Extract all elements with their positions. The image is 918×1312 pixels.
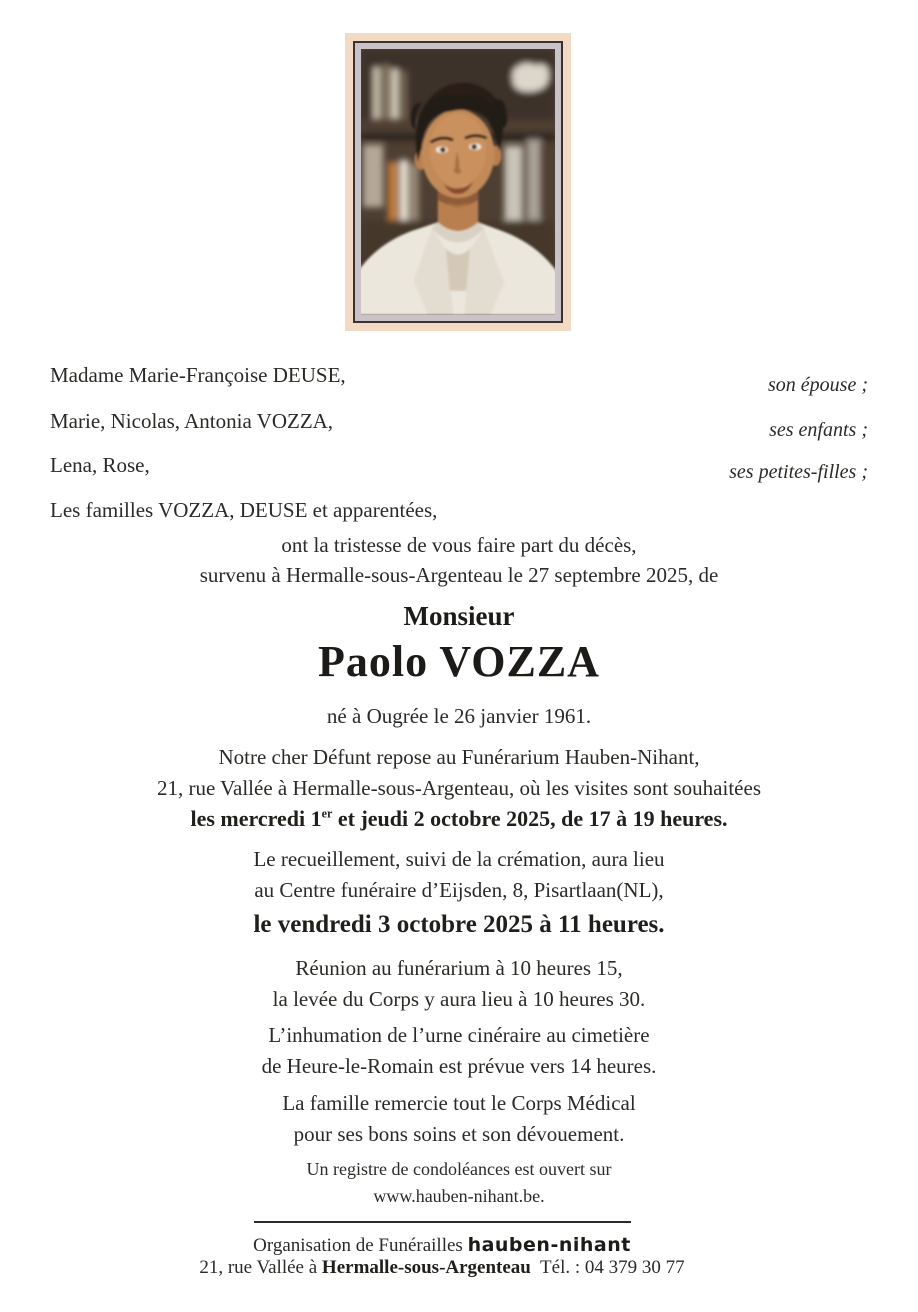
deceased-title: Monsieur bbox=[403, 601, 515, 631]
family-name: Marie, Nicolas, Antonia VOZZA, bbox=[50, 409, 334, 433]
footer-divider bbox=[254, 1221, 631, 1223]
ceremony-line1: Le recueillement, suivi de la crémation, aura lieu bbox=[253, 847, 665, 871]
burial-line2: de Heure-le-Romain est prévue vers 14 heures. bbox=[261, 1054, 657, 1078]
announcement-intro-line2: survenu à Hermalle-sous-Argenteau le 27 septembre 2025, de bbox=[199, 563, 719, 587]
portrait-photo-matte bbox=[353, 41, 563, 323]
family-relation: ses enfants ; bbox=[769, 419, 868, 441]
funeral-home-logo: hauben-nihant bbox=[467, 1234, 631, 1256]
footer-phone: Tél. : 04 379 30 77 bbox=[530, 1257, 685, 1278]
condolences-website: www.hauben-nihant.be. bbox=[373, 1186, 545, 1206]
portrait-photo-frame bbox=[345, 33, 571, 331]
family-relation: son épouse ; bbox=[768, 374, 868, 396]
thanks-line1: La famille remercie tout le Corps Médical bbox=[282, 1091, 636, 1115]
portrait-photo bbox=[361, 49, 555, 315]
birth-line: né à Ougrée le 26 janvier 1961. bbox=[326, 704, 592, 728]
meeting-line2: la levée du Corps y aura lieu à 10 heures 30. bbox=[272, 987, 646, 1011]
thanks-line2: pour ses bons soins et son dévouement. bbox=[293, 1122, 625, 1146]
family-relation: ses petites-filles ; bbox=[729, 461, 868, 483]
footer-address-city: Hermalle-sous-Argenteau bbox=[321, 1257, 531, 1278]
family-name: Lena, Rose, bbox=[50, 453, 150, 477]
schedule-ordinal-sup: er bbox=[321, 806, 333, 821]
visitation-line1: Notre cher Défunt repose au Funérarium Hauben-Nihant, bbox=[218, 745, 700, 769]
footer-address-prefix: 21, rue Vallée à bbox=[199, 1257, 322, 1278]
footer-address-line bbox=[0, 1257, 901, 1279]
footer-organisation-text: Organisation de Funérailles bbox=[253, 1235, 468, 1256]
condolences-line1: Un registre de condoléances est ouvert sur bbox=[306, 1159, 612, 1179]
announcement-intro-line1: ont la tristesse de vous faire part du décès, bbox=[281, 533, 637, 557]
deceased-name: Paolo VOZZA bbox=[318, 637, 600, 686]
footer-organisation-line bbox=[0, 1234, 901, 1257]
burial-line1: L’inhumation de l’urne cinéraire au cimetière bbox=[268, 1023, 650, 1047]
schedule-prefix: les mercredi 1 bbox=[190, 806, 322, 831]
meeting-line1: Réunion au funérarium à 10 heures 15, bbox=[295, 956, 623, 980]
family-name: Madame Marie-Françoise DEUSE, bbox=[50, 363, 346, 387]
visitation-line2: 21, rue Vallée à Hermalle-sous-Argenteau, où les visites sont souhaitées bbox=[157, 776, 761, 800]
visitation-schedule bbox=[0, 806, 918, 832]
family-name: Les familles VOZZA, DEUSE et apparentées, bbox=[50, 498, 438, 522]
ceremony-date: le vendredi 3 octobre 2025 à 11 heures. bbox=[253, 911, 665, 938]
schedule-suffix: et jeudi 2 octobre 2025, de 17 à 19 heures. bbox=[332, 806, 728, 831]
ceremony-line2: au Centre funéraire d’Eijsden, 8, Pisartlaan(NL), bbox=[254, 878, 664, 902]
